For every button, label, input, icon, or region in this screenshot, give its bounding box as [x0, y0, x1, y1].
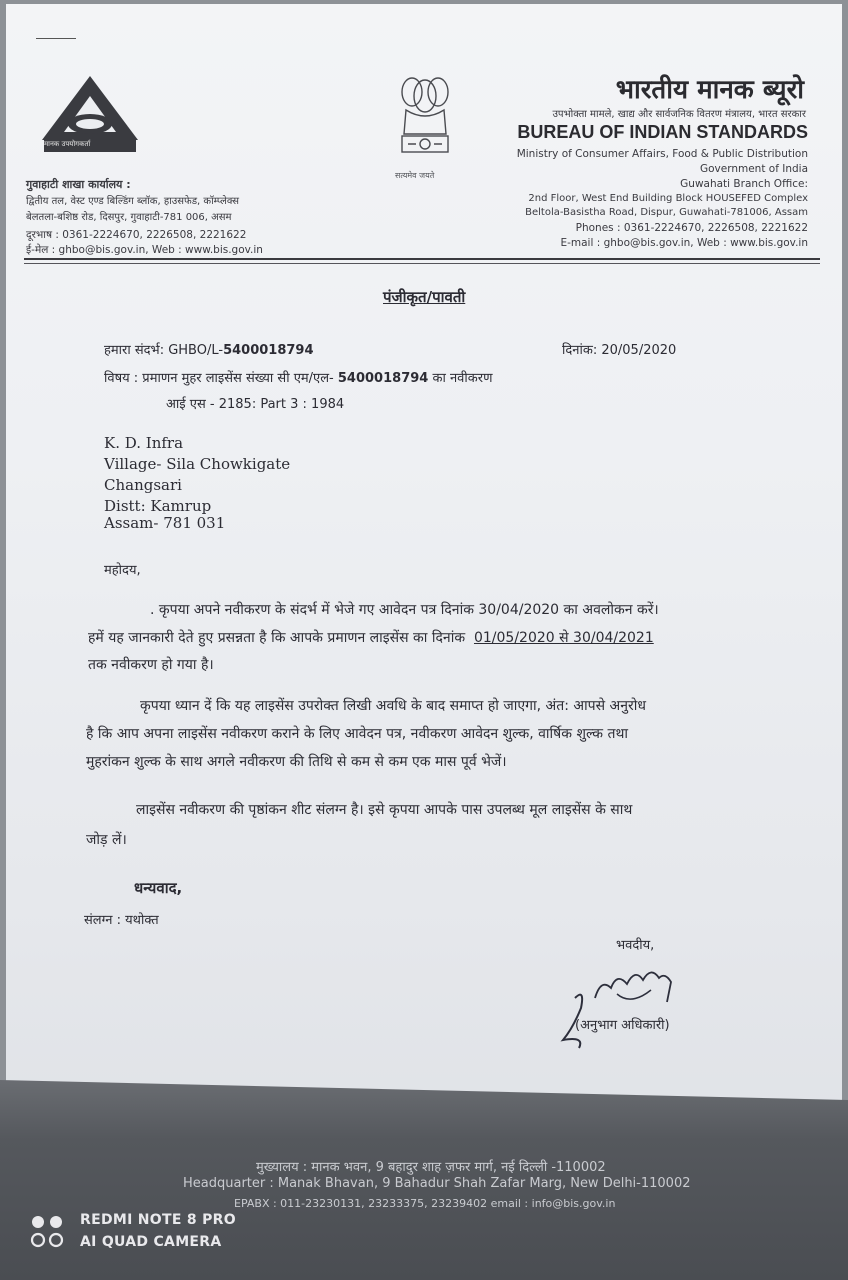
footer-epabx: EPABX : 011-23230131, 23233375, 23239402 email : info@bis.gov.in: [234, 1197, 616, 1210]
hindi-phones: दूरभाष : 0361-2224670, 2226508, 2221622: [26, 229, 247, 241]
emblem-motto: सत्यमेव जयते: [395, 171, 435, 180]
registered-ack-heading: पंजीकृत/पावती: [383, 288, 466, 306]
validity-period: 01/05/2020 से 30/04/2021: [473, 630, 654, 646]
header-rule-thin: [24, 263, 820, 264]
english-gov: Government of India: [699, 163, 808, 175]
enclosure-note: संलग्न : यथोक्त: [84, 913, 159, 928]
paragraph-2: मुहरांकन शुल्क के साथ अगले नवीकरण की तिथि से कम से कम एक मास पूर्व भेजें।: [86, 754, 507, 770]
logo-caption: मानक उपयोगकर्ता: [44, 140, 91, 148]
address-line: Assam- 781 031: [104, 514, 226, 532]
english-email: E-mail : ghbo@bis.gov.in, Web : www.bis.gov.in: [560, 237, 808, 249]
national-emblem-icon: [390, 70, 460, 180]
english-branch: Guwahati Branch Office:: [680, 178, 808, 190]
english-address-2: Beltola-Basistha Road, Dispur, Guwahati-781006, Assam: [525, 207, 808, 218]
subject-standard: आई एस - 2185: Part 3 : 1984: [166, 397, 345, 412]
camera-feature-text: AI QUAD CAMERA: [80, 1234, 222, 1250]
header-rule: [24, 258, 820, 260]
salutation: महोदय,: [104, 563, 141, 578]
thanks: धन्यवाद,: [134, 879, 183, 897]
hindi-email: ई-मेल : ghbo@bis.gov.in, Web : www.bis.gov.in: [26, 244, 263, 256]
english-address-1: 2nd Floor, West End Building Block HOUSEFED Complex: [528, 193, 808, 204]
hindi-branch: गुवाहाटी शाखा कार्यालय :: [26, 178, 131, 191]
paragraph-3: लाइसेंस नवीकरण की पृष्ठांकन शीट संलग्न है। इसे कृपया आपके पास उपलब्ध मूल लाइसेंस के साथ: [136, 802, 633, 818]
signature-icon: [555, 958, 695, 1058]
address-line: K. D. Infra: [104, 434, 184, 452]
paragraph-3: जोड़ लें।: [86, 832, 127, 848]
paragraph-1: . कृपया अपने नवीकरण के संदर्भ में भेजे गए आवेदन पत्र दिनांक 30/04/2020 का अवलोकन करें।: [150, 602, 659, 618]
yours-faithfully: भवदीय,: [616, 938, 655, 953]
hindi-org-name: भारतीय मानक ब्यूरो: [615, 75, 804, 105]
paragraph-1: तक नवीकरण हो गया है।: [88, 657, 214, 673]
english-org-name: BUREAU OF INDIAN STANDARDS: [517, 122, 808, 142]
signatory-title: (अनुभाग अधिकारी): [575, 1018, 670, 1033]
date-line: दिनांक: 20/05/2020: [562, 343, 677, 358]
subject-line: विषय : प्रमाणन मुहर लाइसेंस संख्या सी एम/एल- 5400018794 का नवीकरण: [104, 371, 493, 386]
address-line: Distt: Kamrup: [104, 497, 212, 515]
paragraph-1: हमें यह जानकारी देते हुए प्रसन्नता है कि आपके प्रमाणन लाइसेंस का दिनांक 01/05/2020 से 30/04/2021: [88, 630, 654, 646]
address-line: Village- Sila Chowkigate: [104, 455, 291, 473]
camera-model-text: REDMI NOTE 8 PRO: [80, 1212, 236, 1228]
paragraph-2: है कि आप अपना लाइसेंस नवीकरण कराने के लिए आवेदन पत्र, नवीकरण आवेदन शुल्क, वार्षिक शुल्क तथा: [86, 726, 629, 742]
page-mark: [36, 38, 76, 39]
english-phones: Phones : 0361-2224670, 2226508, 2221622: [575, 222, 808, 234]
hindi-address-2: बेलतला-बशिष्ठ रोड, दिसपुर, गुवाहाटी-781 006, असम: [26, 212, 232, 223]
camera-logo-icon: [28, 1212, 68, 1250]
reference-line: हमारा संदर्भ: GHBO/L-5400018794: [104, 343, 314, 358]
footer-english-hq: Headquarter : Manak Bhavan, 9 Bahadur Shah Zafar Marg, New Delhi-110002: [183, 1176, 691, 1191]
english-ministry: Ministry of Consumer Affairs, Food & Public Distribution: [516, 148, 808, 160]
paragraph-2: कृपया ध्यान दें कि यह लाइसेंस उपरोक्त लिखी अवधि के बाद समाप्त हो जाएगा, अंत: आपसे अनुरोध: [140, 698, 646, 714]
hindi-ministry: उपभोक्ता मामले, खाद्य और सार्वजनिक वितरण मंत्रालय, भारत सरकार: [552, 109, 806, 120]
footer-hindi-hq: मुख्यालय : मानक भवन, 9 बहादुर शाह ज़फर मार्ग, नई दिल्ली -110002: [256, 1160, 606, 1175]
hindi-address-1: द्वितीय तल, वेस्ट एण्ड बिल्डिंग ब्लॉक, हाउसफेड, कॉम्प्लेक्स: [26, 196, 240, 207]
address-line: Changsari: [104, 476, 182, 494]
